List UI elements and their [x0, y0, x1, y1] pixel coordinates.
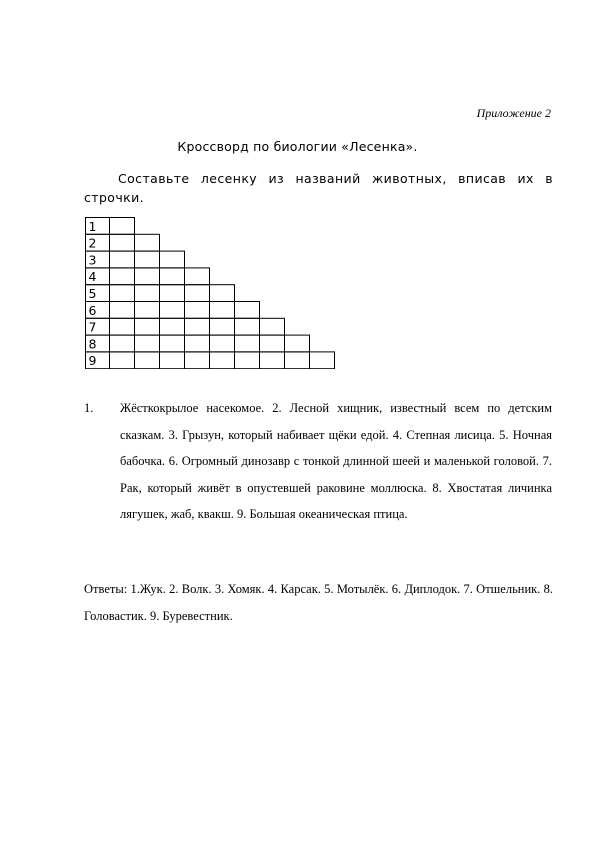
ladder-letter-cell[interactable] [160, 318, 185, 335]
ladder-letter-cell[interactable] [185, 318, 210, 335]
questions-list [84, 395, 552, 528]
ladder-letter-cell[interactable] [135, 352, 160, 369]
ladder-letter-cell[interactable] [310, 352, 335, 369]
ladder-letter-cell[interactable] [210, 285, 235, 302]
answers-text: Ответы: 1.Жук. 2. Волк. 3. Хомяк. 4. Карсак. 5. Мотылёк. 6. Диплодок. 7. Отшельник. 8. Головастик. 9. Буревестник. [84, 582, 553, 623]
question-item [84, 395, 552, 528]
ladder-letter-cell[interactable] [260, 318, 285, 335]
ladder-letter-cell[interactable] [110, 318, 135, 335]
ladder-letter-cell[interactable] [235, 318, 260, 335]
ladder-letter-cell[interactable] [135, 335, 160, 352]
page-title: Кроссворд по биологии «Лесенка». [177, 139, 418, 154]
ladder-row-number: 2 [88, 235, 97, 251]
ladder-letter-cell[interactable] [135, 302, 160, 319]
ladder-letter-cell[interactable] [160, 268, 185, 285]
ladder-letter-cell[interactable] [110, 218, 135, 235]
ladder-letter-cell[interactable] [185, 352, 210, 369]
ladder-letter-cell[interactable] [110, 251, 135, 268]
ladder-letter-cell[interactable] [210, 352, 235, 369]
ladder-letter-cell[interactable] [110, 352, 135, 369]
ladder-letter-cell[interactable] [135, 234, 160, 251]
instruction-text: Составьте лесенку из названий животных, вписав их в строчки. [84, 171, 553, 205]
ladder-letter-cell[interactable] [160, 335, 185, 352]
ladder-row-number: 6 [88, 302, 97, 318]
ladder-letter-cell[interactable] [235, 352, 260, 369]
ladder-grid-svg [85, 217, 360, 369]
ladder-row-number: 8 [88, 336, 97, 352]
ladder-letter-cell[interactable] [110, 268, 135, 285]
ladder-letter-cell[interactable] [110, 285, 135, 302]
ladder-row-number: 3 [88, 252, 97, 268]
ladder-letter-cell[interactable] [235, 335, 260, 352]
ladder-letter-cell[interactable] [185, 285, 210, 302]
ladder-letter-cell[interactable] [210, 318, 235, 335]
ladder-row-number: 9 [88, 353, 97, 369]
ladder-letter-cell[interactable] [160, 285, 185, 302]
ladder-letter-cell[interactable] [235, 302, 260, 319]
ladder-letter-cell[interactable] [110, 302, 135, 319]
crossword-ladder-grid [85, 217, 360, 369]
ladder-letter-cell[interactable] [210, 302, 235, 319]
ladder-letter-cell[interactable] [285, 335, 310, 352]
ladder-letter-cell[interactable] [135, 251, 160, 268]
ladder-letter-cell[interactable] [185, 268, 210, 285]
ladder-letter-cell[interactable] [260, 352, 285, 369]
ladder-letter-cell[interactable] [185, 335, 210, 352]
ladder-letter-cell[interactable] [160, 251, 185, 268]
question-text: Жёсткокрылое насекомое. 2. Лесной хищник, известный всем по детским сказкам. 3. Грызун, который набивает щёки едой. 4. Степная лисица. 5. Ночная бабочка. 6. Огромный динозавр с тонкой длинной шеей и маленькой головой. 7. Рак, который живёт в опустевшей раковине моллюска. 8. Хвостатая личинка лягушек, жаб, квакш. 9. Большая океаническая птица. [120, 401, 552, 521]
ladder-letter-cell[interactable] [110, 335, 135, 352]
ladder-letter-cell[interactable] [135, 268, 160, 285]
ladder-row-number: 7 [88, 319, 97, 335]
ladder-letter-cell[interactable] [210, 335, 235, 352]
ladder-row-number: 1 [88, 218, 97, 234]
ladder-row-number: 4 [88, 269, 97, 285]
ladder-letter-cell[interactable] [185, 302, 210, 319]
ladder-letter-cell[interactable] [285, 352, 310, 369]
ladder-letter-cell[interactable] [260, 335, 285, 352]
ladder-letter-cell[interactable] [160, 352, 185, 369]
ladder-letter-cell[interactable] [110, 234, 135, 251]
ladder-letter-cell[interactable] [135, 318, 160, 335]
ladder-letter-cell[interactable] [160, 302, 185, 319]
ladder-letter-cell[interactable] [135, 285, 160, 302]
ladder-row-number: 5 [88, 286, 97, 301]
question-number: 1. [84, 401, 94, 415]
appendix-label: Приложение 2 [476, 106, 551, 120]
